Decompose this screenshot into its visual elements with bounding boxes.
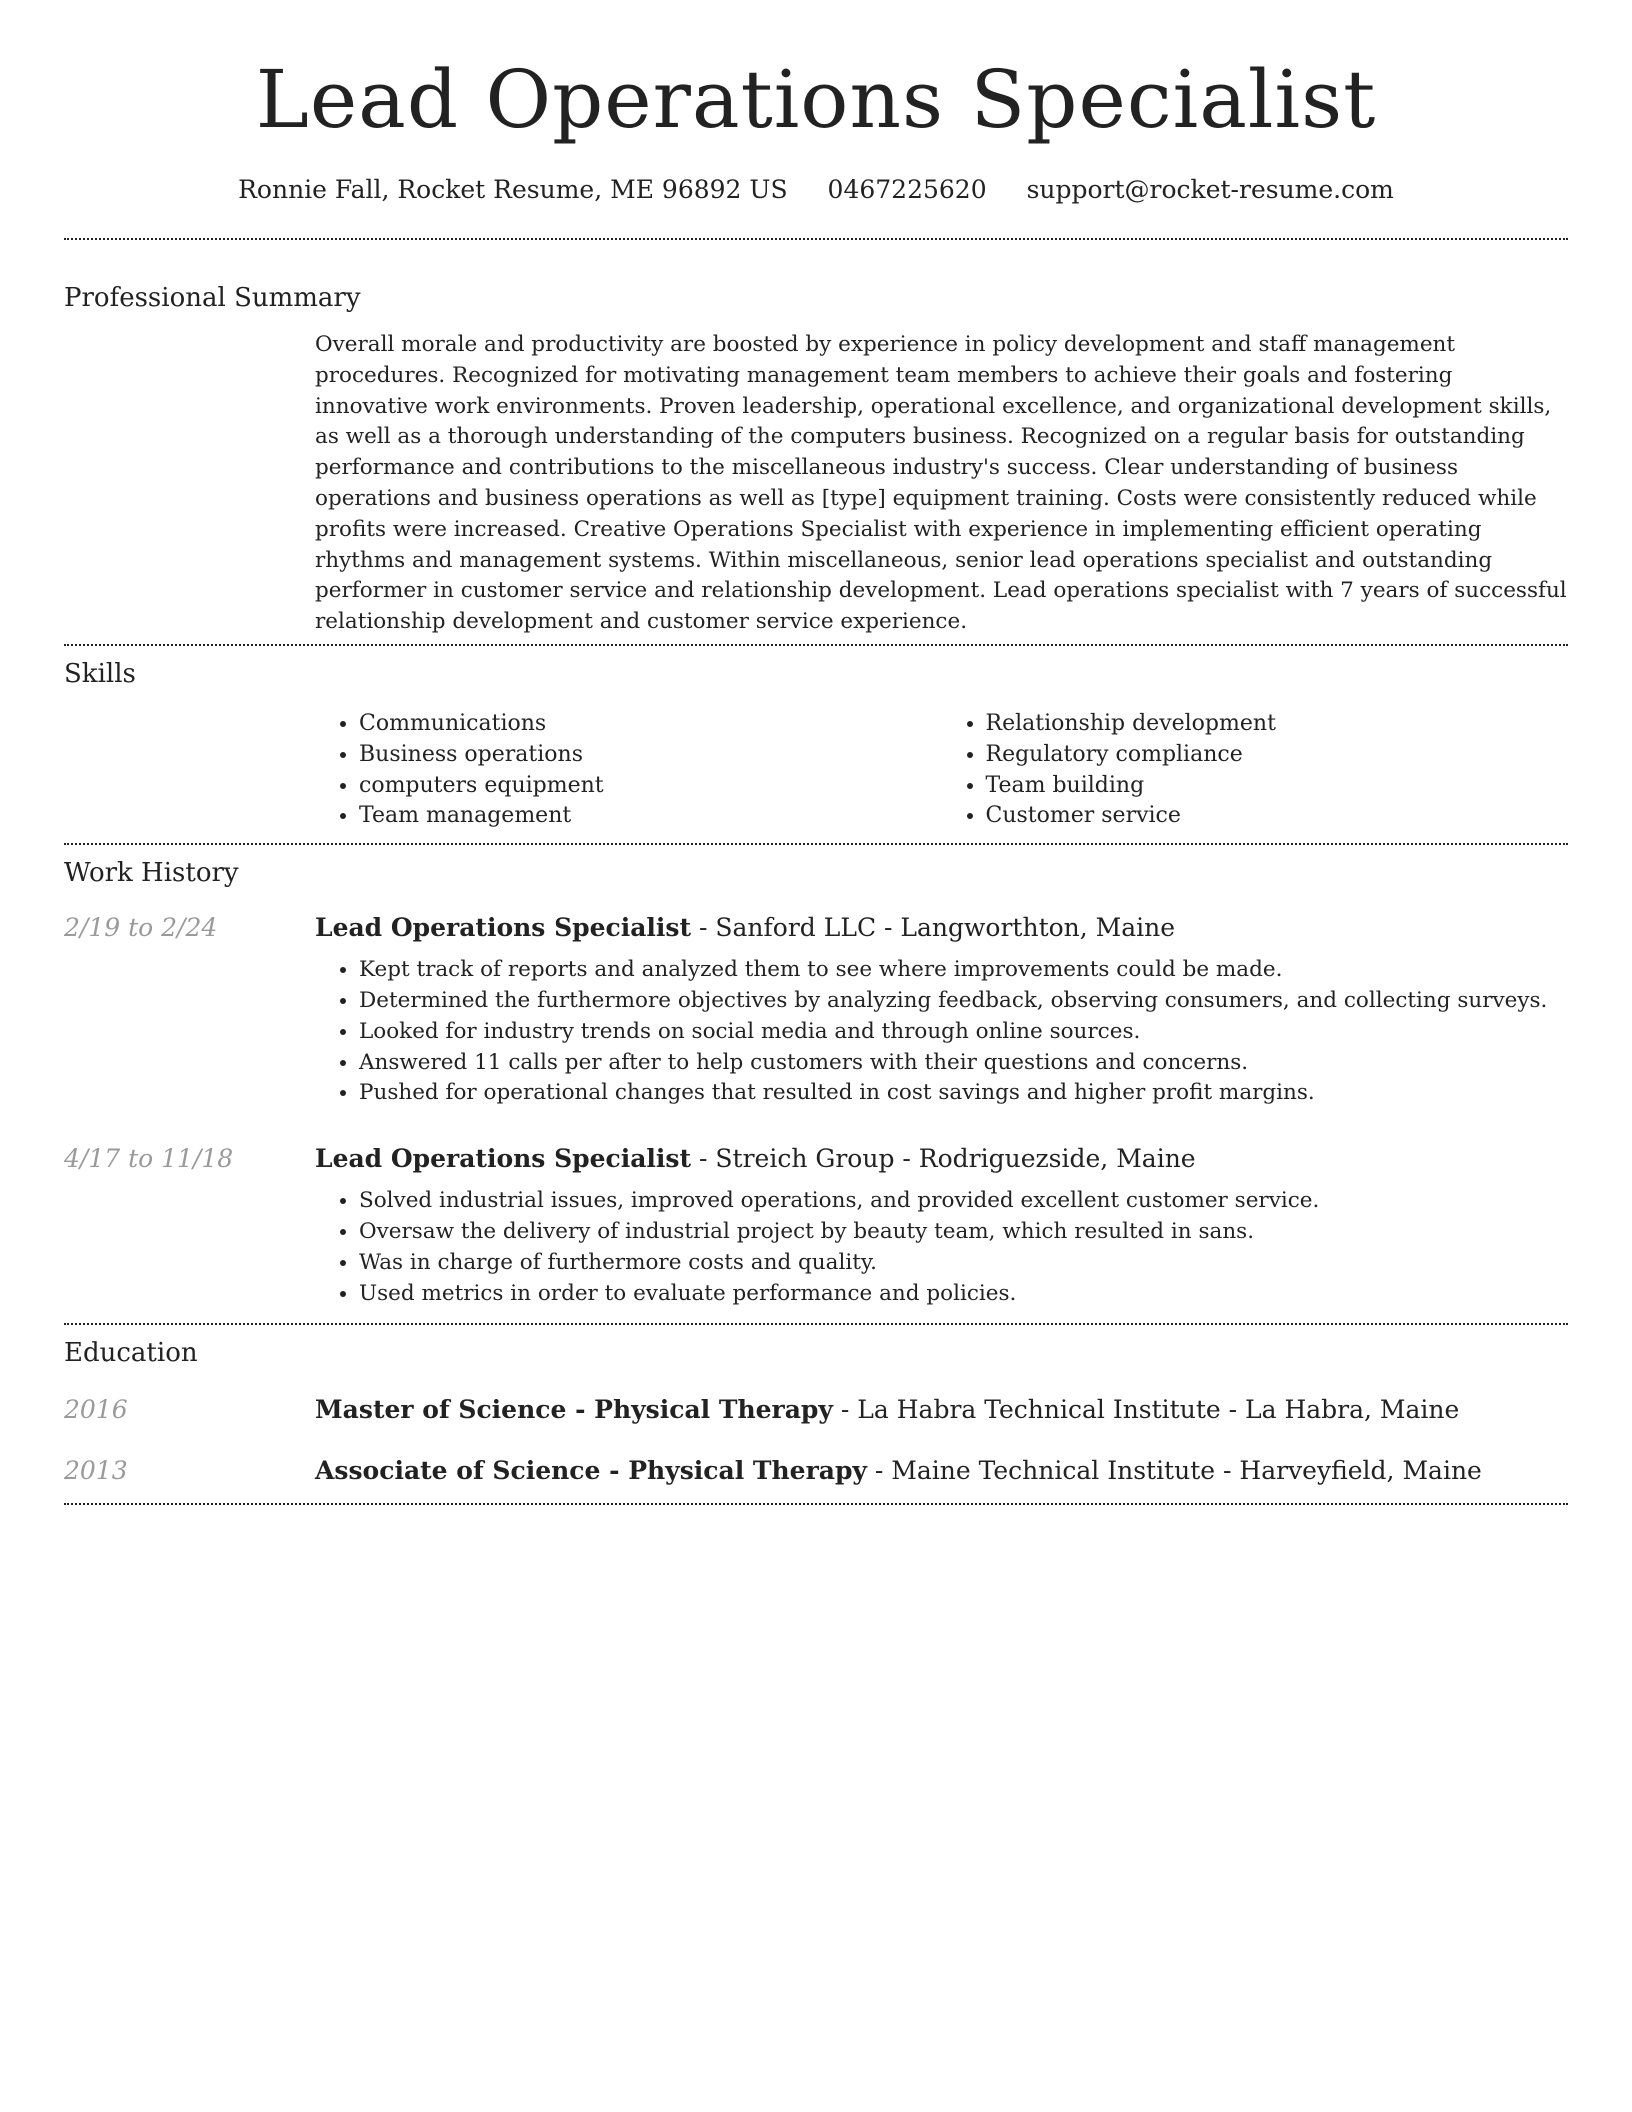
job-dates: 4/17 to 11/18 bbox=[64, 1144, 234, 1174]
skills-column-right bbox=[942, 709, 1569, 832]
education-entry bbox=[64, 1395, 1568, 1424]
education-degree: Associate of Science - Physical Therapy bbox=[315, 1456, 867, 1486]
job-bullet: • Kept track of reports and analyzed them to see where improvements could be made. bbox=[359, 955, 1568, 986]
education-title bbox=[315, 1395, 1459, 1424]
job-bullet: • Pushed for operational changes that resulted in cost savings and higher profit margins. bbox=[359, 1078, 1568, 1109]
skill-item: • Relationship development bbox=[986, 709, 1569, 740]
skill-item: • Team building bbox=[986, 771, 1569, 802]
contact-line bbox=[64, 170, 1568, 210]
skill-item: • Regulatory compliance bbox=[986, 740, 1569, 771]
skills-list bbox=[315, 709, 1568, 832]
skill-item: • computers equipment bbox=[359, 771, 942, 802]
divider bbox=[64, 238, 1568, 240]
job-bullets bbox=[64, 955, 1568, 1109]
job-bullets bbox=[64, 1186, 1568, 1309]
job-bullet: • Oversaw the delivery of industrial project by beauty team, which resulted in sans. bbox=[359, 1217, 1568, 1248]
divider bbox=[64, 1323, 1568, 1325]
contact-phone: 0467225620 bbox=[827, 175, 987, 204]
education-year: 2016 bbox=[64, 1395, 128, 1425]
job-bullet: • Was in charge of furthermore costs and quality. bbox=[359, 1248, 1568, 1279]
contact-address: Ronnie Fall, Rocket Resume, ME 96892 US bbox=[238, 175, 788, 204]
job-bullet: • Used metrics in order to evaluate performance and policies. bbox=[359, 1279, 1568, 1310]
summary-text: Overall morale and productivity are boosted by experience in policy development and staff management procedures. Recognized for motivating management team members to achieve their goals and fostering innovative work environments. Proven leadership, operational excellence, and organizational development skills, as well as a thorough understanding of the computers business. Recognized on a regular basis for outstanding performance and contributions to the miscellaneous industry's success. Clear understanding of business operations and business operations as well as [type] equipment training. Costs were consistently reduced while profits were increased. Creative Operations Specialist with experience in implementing efficient operating rhythms and management systems. Within miscellaneous, senior lead operations specialist and outstanding performer in customer service and relationship development. Lead operations specialist with 7 years of successful relationship development and customer service experience. bbox=[315, 332, 1567, 635]
education-school: - Maine Technical Institute - Harveyfield, Maine bbox=[866, 1456, 1482, 1486]
skill-item: • Team management bbox=[359, 801, 942, 832]
job-header bbox=[64, 1144, 1568, 1173]
resume-title: Lead Operations Specialist bbox=[255, 53, 1377, 146]
education-title bbox=[315, 1456, 1482, 1485]
section-title-summary: Professional Summary bbox=[64, 283, 361, 313]
job-title bbox=[315, 1144, 1196, 1173]
education-degree: Master of Science - Physical Therapy bbox=[315, 1395, 833, 1425]
contact-email: support@rocket-resume.com bbox=[1026, 175, 1394, 204]
skill-item: • Business operations bbox=[359, 740, 942, 771]
skill-item: • Communications bbox=[359, 709, 942, 740]
section-title-education: Education bbox=[64, 1338, 198, 1369]
job-role: Lead Operations Specialist bbox=[315, 913, 692, 943]
section-title-work: Work History bbox=[64, 858, 239, 889]
job-role: Lead Operations Specialist bbox=[315, 1144, 692, 1174]
job-bullet: • Determined the furthermore objectives by analyzing feedback, observing consumers, and collecting surveys. bbox=[359, 986, 1568, 1017]
job-bullet: • Answered 11 calls per after to help customers with their questions and concerns. bbox=[359, 1048, 1568, 1079]
education-year: 2013 bbox=[64, 1456, 128, 1486]
job-entry bbox=[64, 913, 1568, 1109]
divider bbox=[64, 843, 1568, 845]
job-bullet: • Looked for industry trends on social media and through online sources. bbox=[359, 1017, 1568, 1048]
skills-column-left bbox=[315, 709, 942, 832]
resume-page bbox=[64, 0, 1568, 1505]
education-school: - La Habra Technical Institute - La Habra, Maine bbox=[832, 1395, 1460, 1425]
job-employer: - Streich Group - Rodriguezside, Maine bbox=[691, 1144, 1196, 1174]
job-title bbox=[315, 913, 1175, 942]
divider bbox=[64, 644, 1568, 646]
job-employer: - Sanford LLC - Langworthton, Maine bbox=[691, 913, 1176, 943]
section-title-skills: Skills bbox=[64, 658, 136, 689]
job-header bbox=[64, 913, 1568, 942]
job-dates: 2/19 to 2/24 bbox=[64, 913, 218, 943]
skill-item: • Customer service bbox=[986, 801, 1569, 832]
job-bullet: • Solved industrial issues, improved operations, and provided excellent customer service. bbox=[359, 1186, 1568, 1217]
education-entry bbox=[64, 1456, 1568, 1485]
job-entry bbox=[64, 1144, 1568, 1309]
divider bbox=[64, 1503, 1568, 1505]
